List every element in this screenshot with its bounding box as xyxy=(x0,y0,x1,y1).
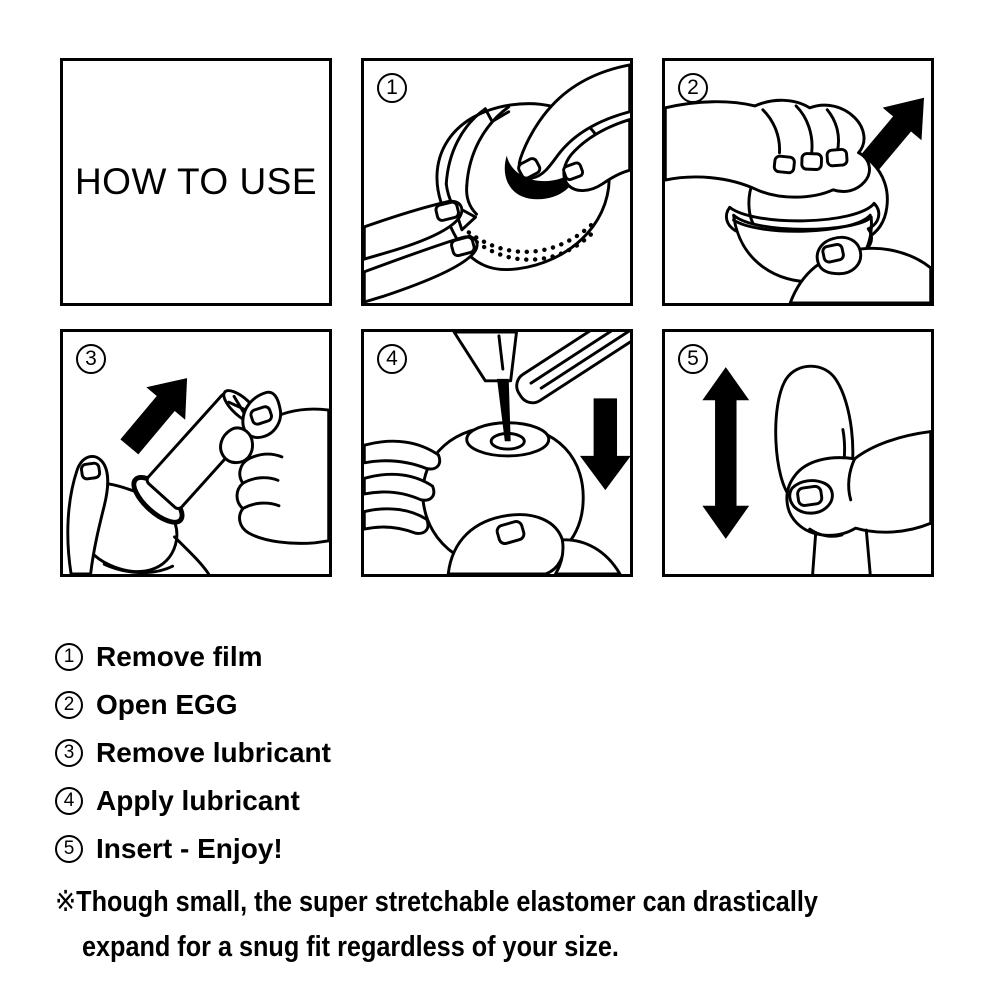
illustration-insert-enjoy-icon xyxy=(665,332,931,574)
step-badge-number: 4 xyxy=(386,347,398,370)
step-badge xyxy=(377,73,407,103)
step-badge-number: 3 xyxy=(85,347,97,370)
hand-top-right xyxy=(517,65,630,191)
step-number-badge: 5 xyxy=(55,835,83,863)
step-number-badge: 3 xyxy=(55,739,83,767)
step-label: Remove lubricant xyxy=(96,737,331,768)
reference-mark: ※ xyxy=(55,886,77,918)
arrow-up-down-icon xyxy=(702,367,749,539)
step-number-badge: 4 xyxy=(55,787,83,815)
footnote-text-1: Though small, the super stretchable elastomer can drastically xyxy=(76,886,818,918)
instruction-list xyxy=(55,633,331,873)
instruction-item xyxy=(55,681,331,729)
step-badge xyxy=(377,344,407,374)
step-badge-number: 2 xyxy=(687,76,699,99)
illustration-remove-film-icon xyxy=(364,61,630,303)
illustration-open-egg-icon xyxy=(665,61,931,303)
step-label: Apply lubricant xyxy=(96,785,300,816)
hand-gripping-top xyxy=(665,100,869,197)
fingers-pinching-film xyxy=(364,201,477,302)
step-label: Insert - Enjoy! xyxy=(96,833,283,864)
footnote-text-2: expand for a snug fit regardless of your size. xyxy=(81,931,619,963)
footnote-line-1 xyxy=(55,880,995,925)
instruction-item xyxy=(55,825,331,873)
panel-step-2 xyxy=(662,58,934,306)
panel-grid xyxy=(60,58,934,577)
step-number-badge: 2 xyxy=(55,691,83,719)
illustration-remove-lubricant-icon xyxy=(63,332,329,574)
arrow-down-icon xyxy=(580,398,630,490)
step-badge xyxy=(76,344,106,374)
step-badge xyxy=(678,73,708,103)
lubricant-tube-pouring xyxy=(454,332,630,408)
illustration-apply-lubricant-icon xyxy=(364,332,630,574)
panel-title xyxy=(60,58,332,306)
panel-step-3 xyxy=(60,329,332,577)
step-label: Open EGG xyxy=(96,689,238,720)
instruction-item xyxy=(55,777,331,825)
page-title: HOW TO USE xyxy=(74,161,318,202)
step-badge xyxy=(678,344,708,374)
panel-step-1 xyxy=(361,58,633,306)
instruction-item xyxy=(55,633,331,681)
footnote-line-2 xyxy=(55,925,995,970)
step-number-badge: 1 xyxy=(55,643,83,671)
instruction-item xyxy=(55,729,331,777)
footnote xyxy=(55,880,995,970)
step-badge-number: 1 xyxy=(386,76,398,99)
panel-step-4 xyxy=(361,329,633,577)
panel-step-5 xyxy=(662,329,934,577)
step-badge-number: 5 xyxy=(687,347,699,370)
step-label: Remove film xyxy=(96,641,263,672)
shaft xyxy=(813,530,871,574)
